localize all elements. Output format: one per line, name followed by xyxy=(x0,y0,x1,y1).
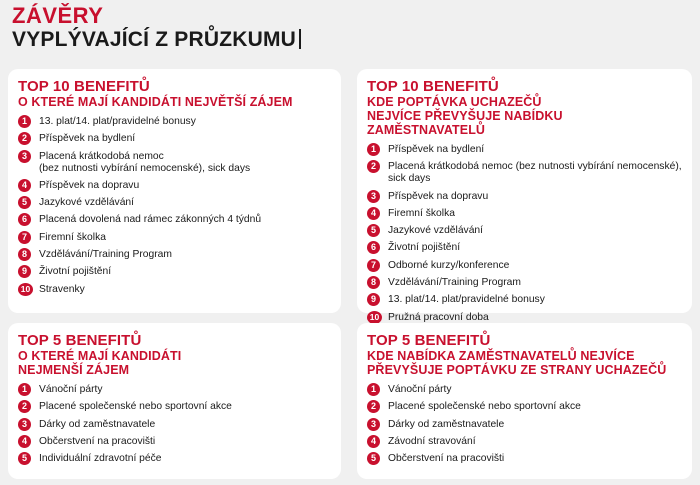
list-item-line: (bez nutnosti vybírání nemocenské), sick days xyxy=(39,162,251,174)
list-item-line: Vánoční párty xyxy=(388,384,452,395)
list-item-line: Příspěvek na bydlení xyxy=(39,133,136,145)
list-item-text xyxy=(39,133,135,145)
list-item-line: Individuální zdravotní péče xyxy=(39,453,162,465)
rank-badge: 6 xyxy=(18,213,31,226)
list-item-text xyxy=(388,242,460,254)
card-subtitle xyxy=(18,95,331,109)
list-item-line: Příspěvek na dopravu xyxy=(39,179,140,191)
rank-badge: 3 xyxy=(18,418,31,431)
list-item-text xyxy=(388,453,504,465)
list-item-line: Odborné kurzy/konference xyxy=(388,259,510,271)
rank-badge: 1 xyxy=(367,143,380,156)
list-item-line: Vzdělávání/Training Program xyxy=(388,277,521,289)
list-item xyxy=(367,277,682,289)
list-item-line: Dárky od zaměstnavatele xyxy=(39,418,156,430)
benefit-list xyxy=(18,384,331,465)
card-title: TOP 10 BENEFITŮ xyxy=(367,78,499,95)
list-item-text xyxy=(39,266,111,278)
rank-badge: 5 xyxy=(18,196,31,209)
list-item-text xyxy=(39,151,250,175)
list-item-line: 13. plat/14. plat/pravidelné bonusy xyxy=(39,116,196,127)
list-item-text xyxy=(388,260,509,272)
rank-badge: 4 xyxy=(367,207,380,220)
list-item-line: Placená dovolená nad rámec zákonných 4 týdnů xyxy=(39,214,262,226)
list-item xyxy=(18,419,331,431)
rank-badge: 9 xyxy=(18,265,31,278)
rank-badge: 5 xyxy=(367,452,380,465)
list-item xyxy=(18,401,331,413)
card-title: TOP 5 BENEFITŮ xyxy=(18,332,142,349)
list-item-line: Firemní školka xyxy=(388,207,455,219)
list-item xyxy=(367,161,682,185)
page-subtitle-text: VYPLÝVAJÍCÍ Z PRŮZKUMU xyxy=(12,28,297,51)
list-item xyxy=(367,191,682,203)
list-item-text xyxy=(39,180,139,192)
card-subtitle-line: PŘEVYŠUJE POPTÁVKU ZE STRANY UCHAZEČŮ xyxy=(367,363,667,377)
rank-badge: 5 xyxy=(18,452,31,465)
rank-badge: 7 xyxy=(18,231,31,244)
benefit-list xyxy=(367,384,682,465)
rank-badge: 3 xyxy=(18,150,31,163)
list-item xyxy=(367,242,682,254)
list-item-line: Občerstvení na pracovišti xyxy=(39,435,156,447)
list-item xyxy=(18,116,331,128)
list-item xyxy=(18,384,331,396)
list-item xyxy=(367,419,682,431)
list-item xyxy=(18,197,331,209)
list-item xyxy=(367,401,682,413)
list-item-line: Placená krátkodobá nemoc (bez nutnosti vybírání nemocenské), sick days xyxy=(388,161,682,185)
rank-badge: 1 xyxy=(18,383,31,396)
list-item-text xyxy=(39,249,172,261)
rank-badge: 1 xyxy=(18,115,31,128)
card-title: TOP 5 BENEFITŮ xyxy=(367,332,491,349)
list-item-line: Pružná pracovní doba xyxy=(388,311,489,323)
list-item-text xyxy=(39,116,196,128)
list-item-text xyxy=(39,384,103,396)
list-item-text xyxy=(388,401,581,413)
list-item xyxy=(367,208,682,220)
card-top5-least-interest xyxy=(8,323,341,479)
list-item-line: Občerstvení na pracovišti xyxy=(388,453,505,465)
list-item-text xyxy=(39,419,155,431)
rank-badge: 8 xyxy=(18,248,31,261)
list-item xyxy=(18,436,331,448)
list-item xyxy=(367,384,682,396)
list-item-text xyxy=(388,419,504,431)
list-item xyxy=(367,225,682,237)
list-item-line: Jazykové vzdělávání xyxy=(388,225,484,237)
list-item xyxy=(367,260,682,272)
list-item-line: Životní pojištění xyxy=(39,266,112,278)
rank-badge: 1 xyxy=(367,383,380,396)
card-top10-demand-exceeds-offer xyxy=(357,69,692,323)
benefit-list xyxy=(367,144,682,324)
rank-badge: 2 xyxy=(18,400,31,413)
list-item-text xyxy=(39,232,106,244)
card-title: TOP 10 BENEFITŮ xyxy=(18,78,150,95)
list-item xyxy=(18,232,331,244)
page-title: ZÁVĚRY xyxy=(12,3,104,28)
list-item-line: Životní pojištění xyxy=(388,242,461,254)
list-item-text xyxy=(39,436,155,448)
list-item-line: Placené společenské nebo sportovní akce xyxy=(39,401,232,413)
rank-badge: 10 xyxy=(18,283,33,296)
list-item-text xyxy=(388,208,455,220)
list-item-line: Firemní školka xyxy=(39,231,106,243)
list-item xyxy=(18,151,331,175)
card-subtitle-line: KDE POPTÁVKA UCHAZEČŮ xyxy=(367,95,542,109)
page-subtitle xyxy=(12,28,301,52)
card-subtitle-line: O KTERÉ MAJÍ KANDIDÁTI xyxy=(18,349,182,363)
list-item-text xyxy=(388,191,488,203)
list-item xyxy=(18,453,331,465)
rank-badge: 2 xyxy=(18,132,31,145)
list-item-text xyxy=(388,294,545,306)
list-item-line: Dárky od zaměstnavatele xyxy=(388,418,505,430)
list-item xyxy=(367,312,682,324)
list-item-text xyxy=(39,401,232,413)
card-subtitle-line: O KTERÉ MAJÍ KANDIDÁTI NEJVĚTŠÍ ZÁJEM xyxy=(18,95,293,109)
list-item xyxy=(367,144,682,156)
list-item-line: Příspěvek na bydlení xyxy=(388,144,485,155)
rank-badge: 8 xyxy=(367,276,380,289)
list-item xyxy=(18,284,331,296)
list-item xyxy=(367,294,682,306)
list-item-line: Placená krátkodobá nemoc xyxy=(39,150,164,162)
list-item-text xyxy=(39,284,85,296)
list-item-line: Vzdělávání/Training Program xyxy=(39,249,172,261)
list-item-text xyxy=(39,197,134,209)
list-item-line: Závodní stravování xyxy=(388,435,476,447)
rank-badge: 4 xyxy=(18,179,31,192)
list-item-text xyxy=(388,277,521,289)
rank-badge: 9 xyxy=(367,293,380,306)
list-item xyxy=(18,214,331,226)
list-item-line: Vánoční párty xyxy=(39,384,103,395)
list-item-line: 13. plat/14. plat/pravidelné bonusy xyxy=(388,294,545,306)
card-top10-most-interest xyxy=(8,69,341,313)
list-item-line: Stravenky xyxy=(39,283,85,295)
header xyxy=(12,4,301,52)
list-item-line: Jazykové vzdělávání xyxy=(39,197,135,209)
rank-badge: 4 xyxy=(367,435,380,448)
rank-badge: 3 xyxy=(367,418,380,431)
list-item xyxy=(18,133,331,145)
list-item-text xyxy=(388,384,452,396)
list-item xyxy=(18,249,331,261)
rank-badge: 3 xyxy=(367,190,380,203)
list-item xyxy=(18,266,331,278)
rank-badge: 7 xyxy=(367,259,380,272)
text-cursor xyxy=(299,29,301,49)
rank-badge: 6 xyxy=(367,241,380,254)
card-subtitle xyxy=(367,349,682,377)
rank-badge: 2 xyxy=(367,160,380,173)
rank-badge: 5 xyxy=(367,224,380,237)
list-item-text xyxy=(388,144,484,156)
list-item-line: Placené společenské nebo sportovní akce xyxy=(388,401,581,413)
rank-badge: 2 xyxy=(367,400,380,413)
card-subtitle xyxy=(367,95,682,137)
list-item xyxy=(18,180,331,192)
list-item-text xyxy=(39,214,261,226)
rank-badge: 4 xyxy=(18,435,31,448)
list-item-text xyxy=(39,453,162,465)
card-subtitle-line: NEJVÍCE PŘEVYŠUJE NABÍDKU ZAMĚSTNAVATELŮ xyxy=(367,109,563,137)
list-item-line: Příspěvek na dopravu xyxy=(388,190,489,202)
card-subtitle-line: KDE NABÍDKA ZAMĚSTNAVATELŮ NEJVÍCE xyxy=(367,349,635,363)
list-item-text xyxy=(388,436,476,448)
list-item-text xyxy=(388,312,489,324)
benefit-list xyxy=(18,116,331,296)
card-top5-offer-exceeds-demand xyxy=(357,323,692,479)
list-item xyxy=(367,453,682,465)
list-item-text xyxy=(388,225,483,237)
rank-badge: 10 xyxy=(367,311,382,324)
card-subtitle-line: NEJMENŠÍ ZÁJEM xyxy=(18,363,130,377)
card-subtitle xyxy=(18,349,331,377)
list-item-text xyxy=(388,161,682,185)
list-item xyxy=(367,436,682,448)
